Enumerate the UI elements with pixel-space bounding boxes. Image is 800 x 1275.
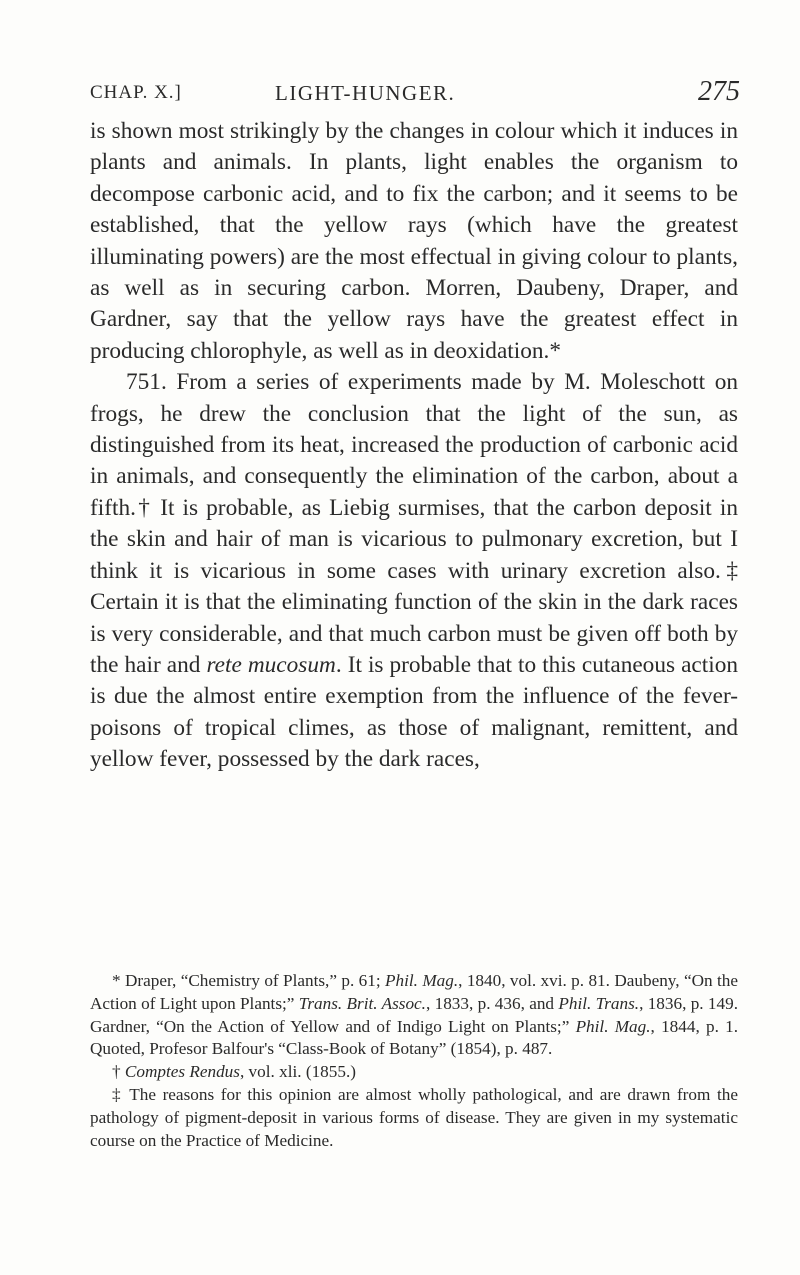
- running-title: LIGHT-HUNGER.: [275, 81, 456, 105]
- footnote-double-dagger: ‡ The reasons for this opinion are almost wholly pathological, and are drawn from the pathology of pigment-deposit in various forms of disease. They are given in my systematic course on the Practice of Medicine.: [90, 1084, 738, 1150]
- footnote-text: , 1836, p. 149. Gardner, “On the Action of Yellow and of Indigo Light on Plants;”: [90, 993, 738, 1036]
- footnote-text: , 1844, p. 1. Quoted, Profesor Balfour's “Class-Book of Botany” (1854), p. 487.: [90, 1016, 738, 1059]
- footnote-citation: Phil. Mag.: [385, 971, 459, 990]
- footnote-asterisk: [90, 970, 738, 1061]
- footnote-text: , vol. xli. (1855.): [239, 1062, 356, 1082]
- paragraph-751-italic: rete mucosum: [206, 651, 336, 678]
- footnote-dagger: [90, 1061, 738, 1084]
- chapter-label: CHAP. X.]: [90, 82, 182, 103]
- running-head: [90, 76, 740, 110]
- footnote-citation: Trans. Brit. Assoc.: [298, 993, 426, 1013]
- body-text: [90, 116, 738, 776]
- footnote-text: , 1840, vol. xvi. p. 81. Daubeny, “On the Action of Light upon Plants;”: [90, 971, 738, 1013]
- footnote-text: * Draper, “Chemistry of Plants,” p. 61;: [112, 971, 385, 990]
- paragraph-751-text-1: 751. From a series of experiments made by M. Moleschott on frogs, he drew the conclusion that the light of the sun, as distinguished from its heat, increased the production of carbonic acid in animals, and consequently the elimination of the carbon, about a fifth.† It is probable, as Liebig surmises, that the carbon deposit in the skin and hair of man is vicarious to pulmonary excretion, but I think it is vicarious in some cases with urinary excretion also.‡ Certain it is that the eliminating function of the skin in the dark races is very considerable, and that much carbon must be given off both by the hair and: [90, 369, 738, 678]
- footnote-citation: Phil. Mag.: [575, 1016, 651, 1036]
- footnote-citation: Comptes Rendus: [124, 1062, 240, 1082]
- footnote-text: †: [112, 1062, 125, 1082]
- paragraph-751: [90, 367, 738, 775]
- page-number: 275: [698, 76, 740, 107]
- footnotes: [90, 970, 738, 1152]
- footnote-citation: Phil. Trans.: [558, 993, 640, 1013]
- paragraph-continuation: is shown most strikingly by the changes in colour which it induces in plants and animals. In plants, light enables the organism to decompose carbonic acid, and to fix the carbon; and it seems to be established, that the yellow rays (which have the greatest illuminating powers) are the most effectual in giving colour to plants, as well as in securing carbon. Morren, Daubeny, Draper, and Gardner, say that the yellow rays have the greatest effect in producing chlorophyle, as well as in deoxidation.*: [90, 118, 738, 364]
- footnote-text: , 1833, p. 436, and: [425, 993, 559, 1013]
- paragraph-751-text-2: . It is probable that to this cutaneous action is due the almost entire exemption from the influence of the fever-poisons of tropical climes, as those of malignant, remittent, and yellow fever, possessed by the dark races,: [90, 651, 738, 773]
